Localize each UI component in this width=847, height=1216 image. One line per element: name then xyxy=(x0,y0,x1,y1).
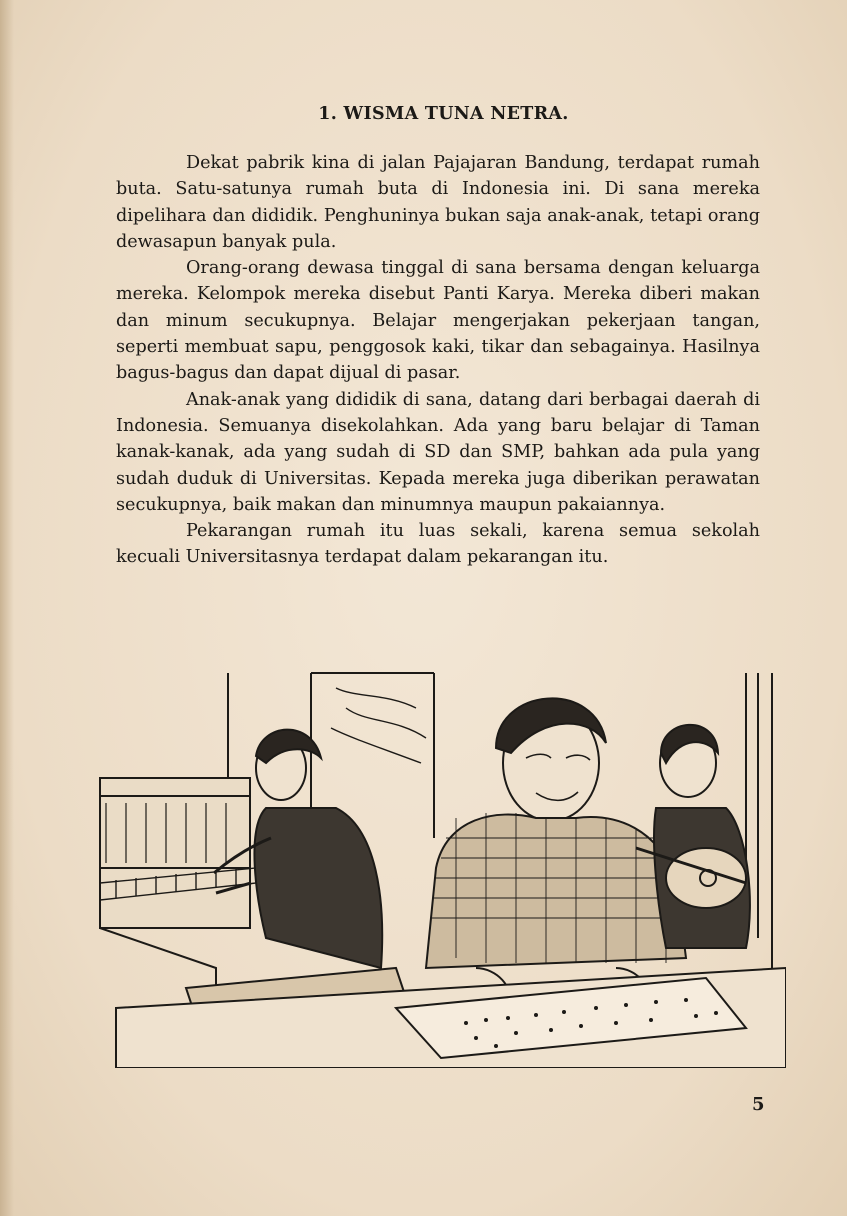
paragraph-2: Orang-orang dewasa tinggal di sana bersama dengan keluarga mereka. Kelompok mereka disebut Panti Karya. Mereka diberi makan dan minum secukupnya. Belajar mengerjakan pekerjaan tangan, seperti membuat sapu, penggosok kaki, tikar dan sebagainya. Hasilnya bagus-bagus dan dapat dijual di pasar. xyxy=(116,258,760,384)
page-number: 5 xyxy=(752,1094,765,1115)
page-spine-shadow xyxy=(0,0,14,1216)
paragraph-1: Dekat pabrik kina di jalan Pajajaran Bandung, terdapat rumah buta. Satu-satunya rumah buta di Indonesia ini. Di sana mereka dipelihara dan dididik. Penghuninya bukan saja anak-anak, tetapi orang dewasapun banyak pula. xyxy=(116,153,760,252)
illustration-blind-children xyxy=(96,668,786,1068)
body-text xyxy=(116,150,760,571)
paragraph-3: Anak-anak yang dididik di sana, datang dari berbagai daerah di Indonesia. Semuanya disekolahkan. Ada yang baru belajar di Taman kanak-kanak, ada yang sudah di SD dan SMP, bahkan ada pula yang sudah duduk di Universitas. Kepada mereka juga diberikan perawatan secukupnya, baik makan dan minumnya maupun pakaiannya. xyxy=(116,389,760,515)
paragraph-4: Pekarangan rumah itu luas sekali, karena semua sekolah kecuali Universitasnya terdapat dalam pekarangan itu. xyxy=(116,521,760,568)
chapter-title: 1. WISMA TUNA NETRA. xyxy=(318,104,569,124)
